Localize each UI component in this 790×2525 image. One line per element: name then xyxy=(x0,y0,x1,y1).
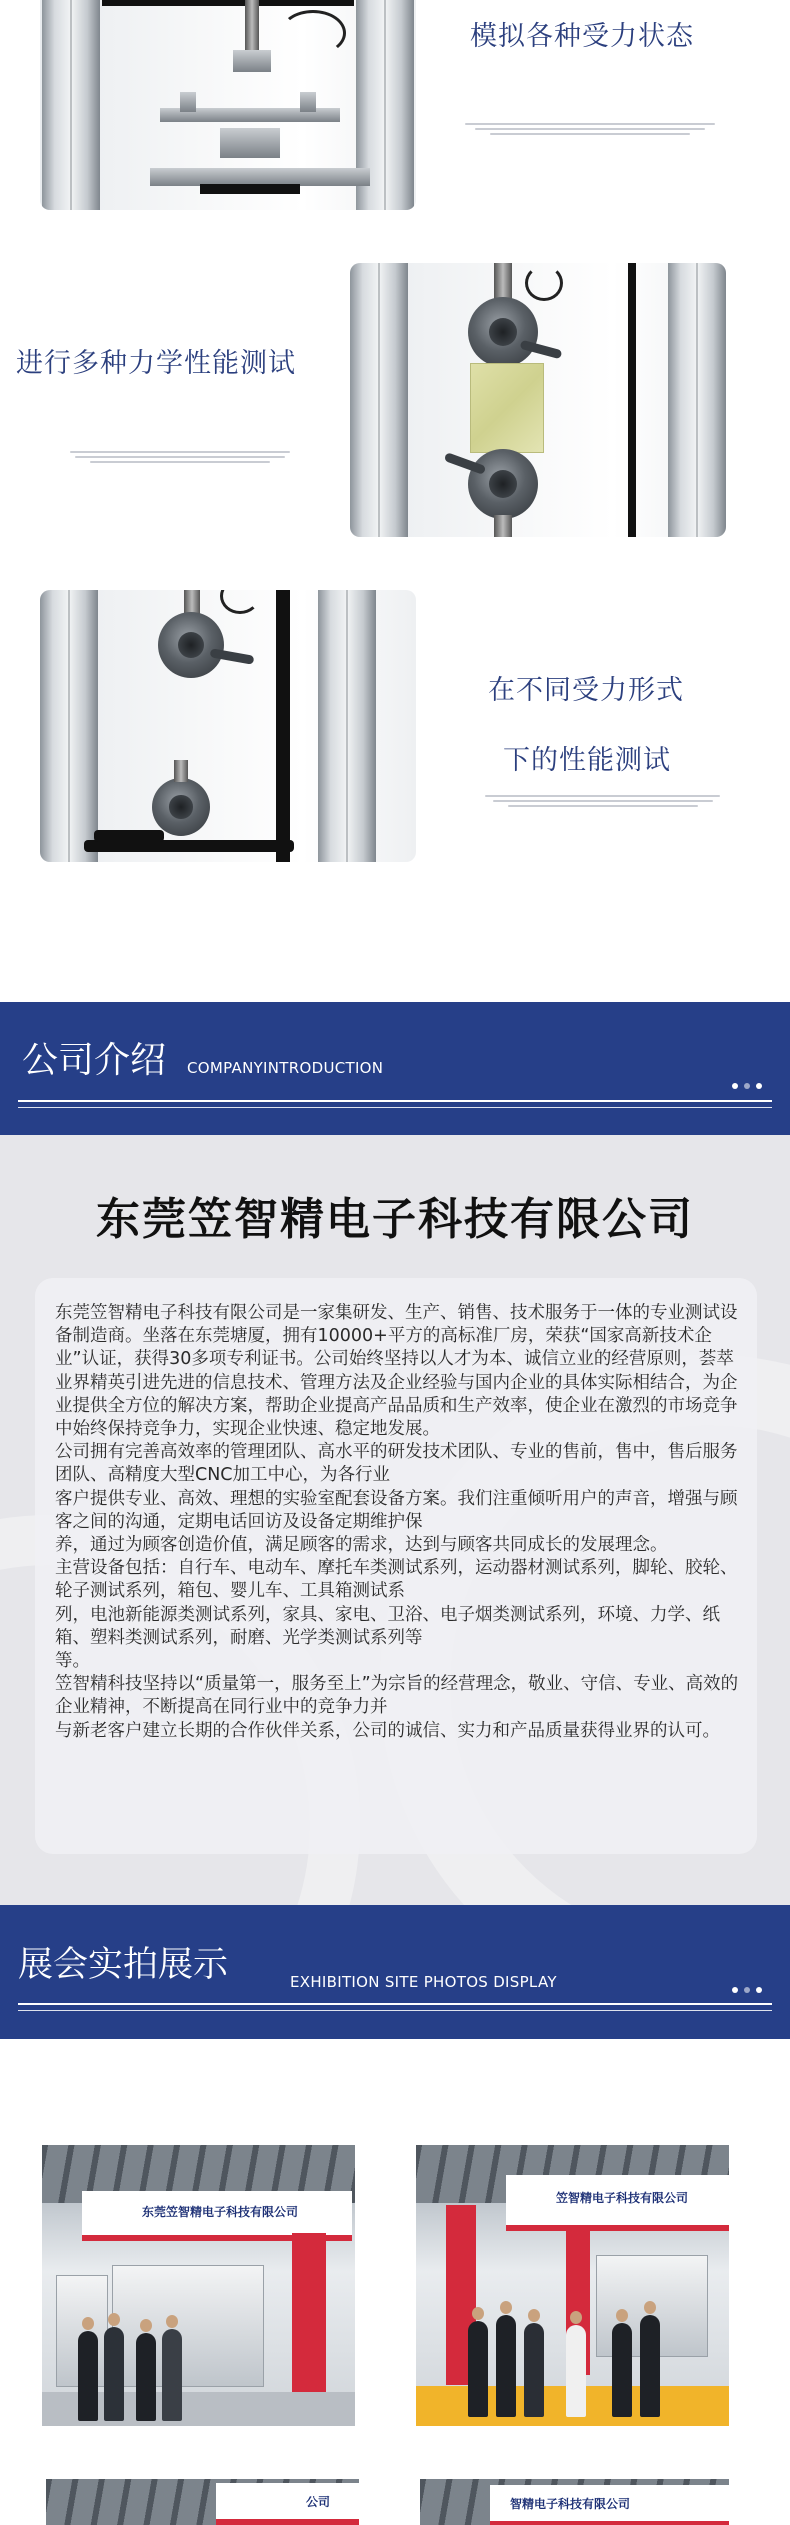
decorative-dots-icon xyxy=(732,1987,762,1993)
divider xyxy=(18,2010,772,2011)
feature-description-lines xyxy=(485,792,720,810)
exhibition-photo[interactable] xyxy=(416,2145,729,2426)
booth-sign-text: 笠智精电子科技有限公司 xyxy=(556,2191,689,2205)
machine-photo-fixture xyxy=(40,0,416,210)
exhibition-banner xyxy=(0,1905,790,2039)
divider xyxy=(18,1100,772,1102)
feature-title-force-forms-line2: 下的性能测试 xyxy=(503,745,671,776)
company-description-card xyxy=(35,1278,757,1854)
decorative-dots-icon xyxy=(732,1083,762,1089)
feature-title-stress-states: 模拟各种受力状态 xyxy=(470,21,694,52)
company-paragraph: 与新老客户建立长期的合作伙伴关系，公司的诚信、实力和产品质量获得业界的认可。 xyxy=(55,1720,720,1741)
booth-sign-text: 东莞笠智精电子科技有限公司 xyxy=(142,2205,299,2219)
machine-photo-grips xyxy=(40,590,416,862)
company-paragraph: 列，电池新能源类测试系列，家具、家电、卫浴、电子烟类测试系列，环境、力学、纸箱、塑料类测试系列，耐磨、光学类测试系列等 xyxy=(55,1604,720,1648)
booth-sign-text: 智精电子科技有限公司 xyxy=(510,2497,631,2511)
company-paragraph: 公司拥有完善高效率的管理团队、高水平的研发技术团队、专业的售前，售中，售后服务团队、高精度大型CNC加工中心，为各行业 xyxy=(55,1442,738,1486)
divider xyxy=(18,2003,772,2005)
company-paragraph: 主营设备包括：自行车、电动车、摩托车类测试系列，运动器材测试系列，脚轮、胶轮、轮子测试系列，箱包、婴儿车、工具箱测试系 xyxy=(55,1558,738,1602)
feature-description-lines xyxy=(70,448,290,466)
section-subtitle: COMPANYINTRODUCTION xyxy=(187,1059,384,1077)
company-section xyxy=(0,1135,790,1905)
exhibition-photo[interactable] xyxy=(46,2479,359,2525)
company-paragraph: 笠智精科技坚持以“质量第一，服务至上”为宗旨的经营理念，敬业、守信、专业、高效的企业精神，不断提高在同行业中的竞争力并 xyxy=(55,1674,739,1718)
exhibition-photo[interactable] xyxy=(42,2145,355,2426)
feature-title-force-forms-line1: 在不同受力形式 xyxy=(488,675,684,706)
company-paragraph: 等。 xyxy=(55,1651,90,1672)
feature-description-lines xyxy=(465,120,715,138)
machine-photo-specimen xyxy=(350,263,726,537)
company-description xyxy=(55,1302,740,1743)
divider xyxy=(18,1107,772,1108)
section-subtitle: EXHIBITION SITE PHOTOS DISPLAY xyxy=(290,1973,557,1991)
section-title: 公司介绍 xyxy=(22,1040,167,1081)
company-intro-banner xyxy=(0,1002,790,1135)
booth-sign-text: 公司 xyxy=(306,2495,331,2509)
company-paragraph: 客户提供专业、高效、理想的实验室配套设备方案。我们注重倾听用户的声音，增强与顾客之间的沟通，定期电话回访及设备定期维护保 xyxy=(55,1488,738,1532)
section-title: 展会实拍展示 xyxy=(18,1945,229,1985)
company-paragraph: 东莞笠智精电子科技有限公司是一家集研发、生产、销售、技术服务于一体的专业测试设备制造商。坐落在东莞塘厦，拥有10000+平方的高标准厂房，荣获“国家高新技术企业”认证，获得30多项专利证书。公司始终坚持以人才为本、诚信立业的经营原则，荟萃业界精英引进先进的信息技术、管理方法及企业经验与国内企业的具体实际相结合，为企业提供全方位的解决方案，帮助企业提高产品品质和生产效率，使企业在激烈的市场竞争中始终保持竞争力，实现企业快速、稳定地发展。 xyxy=(55,1303,738,1440)
exhibition-photo[interactable] xyxy=(420,2479,729,2525)
company-paragraph: 养，通过为顾客创造价值，满足顾客的需求，达到与顾客共同成长的发展理念。 xyxy=(55,1535,668,1556)
feature-title-mechanical-tests: 进行多种力学性能测试 xyxy=(16,348,296,379)
company-name-heading: 东莞笠智精电子科技有限公司 xyxy=(96,1194,694,1245)
